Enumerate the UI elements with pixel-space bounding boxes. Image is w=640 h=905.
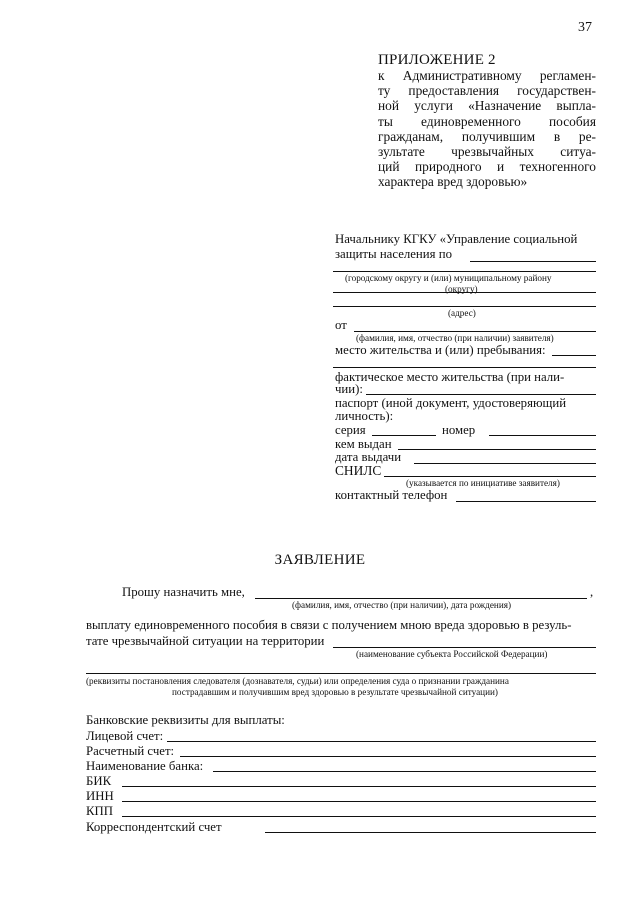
bank-name-label: Наименование банка: <box>86 759 204 773</box>
payment-text-line1: выплату единовременного пособия в связи с получением мною вреда здоровью в резуль- <box>86 618 572 632</box>
region-field[interactable] <box>333 647 596 648</box>
appendix-line: к Административному регламен- <box>378 68 596 83</box>
settlement-account-field[interactable] <box>180 756 596 757</box>
request-label: Прошу назначить мне, <box>122 585 245 599</box>
issued-by-label: кем выдан <box>335 437 392 451</box>
applicant-person-field[interactable] <box>255 598 587 599</box>
series-field[interactable] <box>372 435 436 436</box>
bik-label: БИК <box>86 774 112 788</box>
statement-title: ЗАЯВЛЕНИЕ <box>274 552 366 568</box>
district-hint: (городскому округу и (или) муниципальному району <box>345 273 552 283</box>
passport-line1: паспорт (иной документ, удостоверяющий <box>335 396 567 410</box>
district-field[interactable] <box>470 261 596 262</box>
appendix-line: зультате чрезвычайных ситуа- <box>378 144 596 160</box>
passport-line2: личность): <box>335 409 394 423</box>
region-hint: (наименование субъекта Российской Федерации) <box>356 649 548 659</box>
snils-label: СНИЛС <box>335 463 382 478</box>
person-hint: (фамилия, имя, отчество (при наличии), дата рождения) <box>292 600 512 610</box>
kpp-field[interactable] <box>122 816 596 817</box>
series-label: серия <box>335 423 366 437</box>
district-field-continued[interactable] <box>333 271 596 272</box>
bank-name-field[interactable] <box>213 771 596 772</box>
bik-field[interactable] <box>122 786 596 787</box>
number-field[interactable] <box>489 435 596 436</box>
page-number: 37 <box>578 20 592 35</box>
personal-account-label: Лицевой счет: <box>86 729 164 743</box>
address-hint: (адрес) <box>448 308 476 318</box>
request-comma: , <box>590 585 594 599</box>
district-hint-2: (округу) <box>445 284 478 294</box>
phone-label: контактный телефон <box>335 488 448 502</box>
kpp-label: КПП <box>86 804 114 818</box>
personal-account-field[interactable] <box>167 741 596 742</box>
requisites-hint-line2: пострадавшим и получившим вред здоровью в результате чрезвычайной ситуации) <box>172 687 498 697</box>
actual-residence-field[interactable] <box>366 394 596 395</box>
appendix-line: гражданам, получившим в ре- <box>378 128 596 144</box>
address-field[interactable] <box>333 292 596 293</box>
issue-date-field[interactable] <box>414 463 596 464</box>
inn-field[interactable] <box>122 801 596 802</box>
requisites-field[interactable] <box>86 673 596 674</box>
address-field-2[interactable] <box>333 306 596 307</box>
appendix-line: ной услуги «Назначение выпла- <box>378 98 596 114</box>
appendix-title: ПРИЛОЖЕНИЕ 2 <box>378 52 496 68</box>
snils-field[interactable] <box>384 476 596 477</box>
appendix-description <box>378 68 596 190</box>
from-label: от <box>335 318 347 332</box>
appendix-line: ты единовременного пособия <box>378 113 596 129</box>
corr-account-field[interactable] <box>265 832 596 833</box>
corr-account-label: Корреспондентский счет <box>86 820 222 834</box>
applicant-name-hint: (фамилия, имя, отчество (при наличии) заявителя) <box>356 333 554 343</box>
residence-label: место жительства и (или) пребывания: <box>335 343 546 357</box>
snils-hint: (указывается по инициативе заявителя) <box>406 478 560 488</box>
actual-residence-line2: чии): <box>335 382 363 396</box>
issue-date-label: дата выдачи <box>335 450 402 464</box>
payment-text-line2: тате чрезвычайной ситуации на территории <box>86 634 325 648</box>
appendix-line: ций природного и техногенного <box>378 159 596 175</box>
phone-field[interactable] <box>456 501 596 502</box>
requisites-hint-line1: (реквизиты постановления следователя (дознавателя, судьи) или определения суда о признании гражданина <box>86 676 509 686</box>
actual-residence-line1: фактическое место жительства (при нали- <box>335 370 565 384</box>
appendix-line: ту предоставления государствен- <box>378 83 596 99</box>
addressee-line1: Начальнику КГКУ «Управление социальной <box>335 232 578 246</box>
residence-field-2[interactable] <box>333 367 596 368</box>
bank-section-title: Банковские реквизиты для выплаты: <box>86 713 285 727</box>
residence-field[interactable] <box>552 355 596 356</box>
addressee-line2: защиты населения по <box>335 247 452 261</box>
settlement-account-label: Расчетный счет: <box>86 744 175 758</box>
issued-by-field[interactable] <box>398 449 596 450</box>
appendix-line: характера вред здоровью» <box>378 174 528 190</box>
inn-label: ИНН <box>86 789 114 803</box>
number-label: номер <box>442 423 476 437</box>
applicant-name-field[interactable] <box>354 331 596 332</box>
